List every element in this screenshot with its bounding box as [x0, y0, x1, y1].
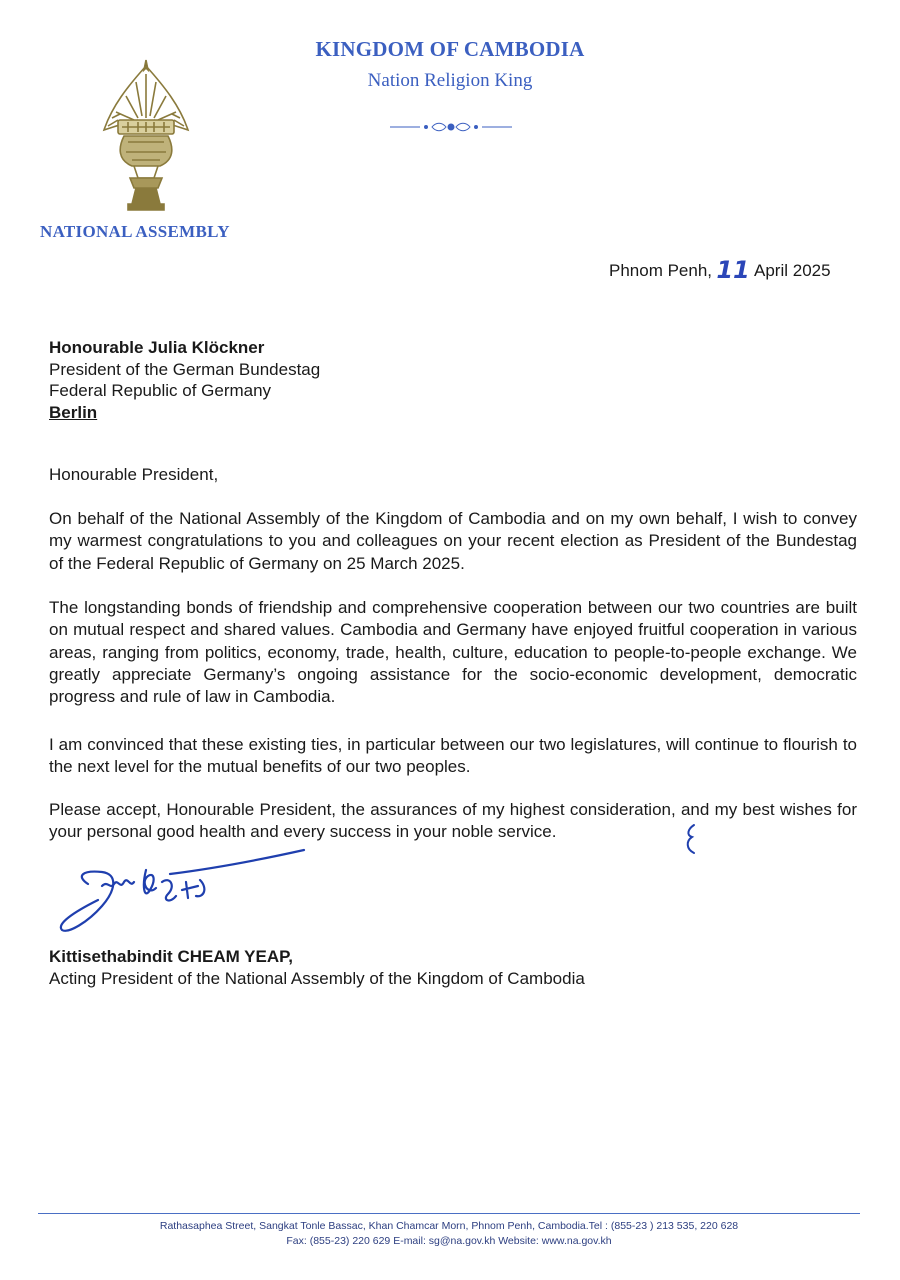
signatory-name: Kittisethabindit CHEAM YEAP,	[49, 947, 294, 966]
signatory-position: Acting President of the National Assembly of the Kingdom of Cambodia	[49, 968, 585, 988]
footer-address	[38, 1219, 860, 1249]
recipient-country: Federal Republic of Germany	[49, 381, 272, 400]
dateline	[609, 254, 831, 282]
body-paragraph-1: On behalf of the National Assembly of the Kingdom of Cambodia and on my own behalf, I wish to convey my warmest congratulations to you and colleagues on your recent election as President of the Bundestag of the Federal Republic of Germany on 25 March 2025.	[49, 509, 857, 573]
footer-line-2: Fax: (855-23) 220 629 E-mail: sg@na.gov.kh Website: www.na.gov.kh	[286, 1235, 612, 1247]
recipient-city: Berlin	[49, 402, 98, 422]
dateline-place: Phnom Penh,	[609, 261, 713, 280]
letterhead-motto: Nation Religion King	[367, 70, 533, 91]
letterhead-institution: NATIONAL ASSEMBLY	[40, 222, 230, 241]
body-paragraph-3: I am convinced that these existing ties, in particular between our two legislatures, will continue to flourish to the next level for the mutual benefits of our two peoples.	[49, 735, 857, 777]
recipient-title: President of the German Bundestag	[49, 359, 321, 379]
salutation: Honourable President,	[49, 465, 219, 484]
royal-crown-emblem-icon	[98, 56, 194, 216]
divider-ornament-icon	[390, 120, 512, 134]
body-paragraph-2: The longstanding bonds of friendship and comprehensive cooperation between our two countries are built on mutual respect and shared values. Cambodia and Germany have enjoyed fruitful cooperation in various areas, ranging from politics, economy, trade, health, culture, education to people-to-people exchange. We greatly appreciate Germany’s ongoing assistance for the socio-economic development, democratic progress and rule of law in Cambodia.	[49, 598, 857, 707]
handwritten-signature-icon	[58, 846, 308, 946]
signatory-block	[49, 946, 585, 989]
letterhead-kingdom: KINGDOM OF CAMBODIA	[315, 37, 585, 61]
dateline-month-year: April 2025	[754, 261, 831, 280]
handwritten-mark-icon	[682, 823, 704, 857]
recipient-name: Honourable Julia Klöckner	[49, 338, 265, 357]
footer-line-1: Rathasaphea Street, Sangkat Tonle Bassac, Khan Chamcar Morn, Phnom Penh, Cambodia.Tel : (855-23 ) 213 535, 220 628	[159, 1220, 739, 1232]
body-paragraph-4: Please accept, Honourable President, the assurances of my highest consideration, and my best wishes for your personal good health and every success in your noble service.	[49, 800, 857, 842]
footer-rule	[38, 1213, 860, 1214]
dateline-day: 11	[716, 256, 750, 284]
recipient-address	[49, 337, 320, 423]
